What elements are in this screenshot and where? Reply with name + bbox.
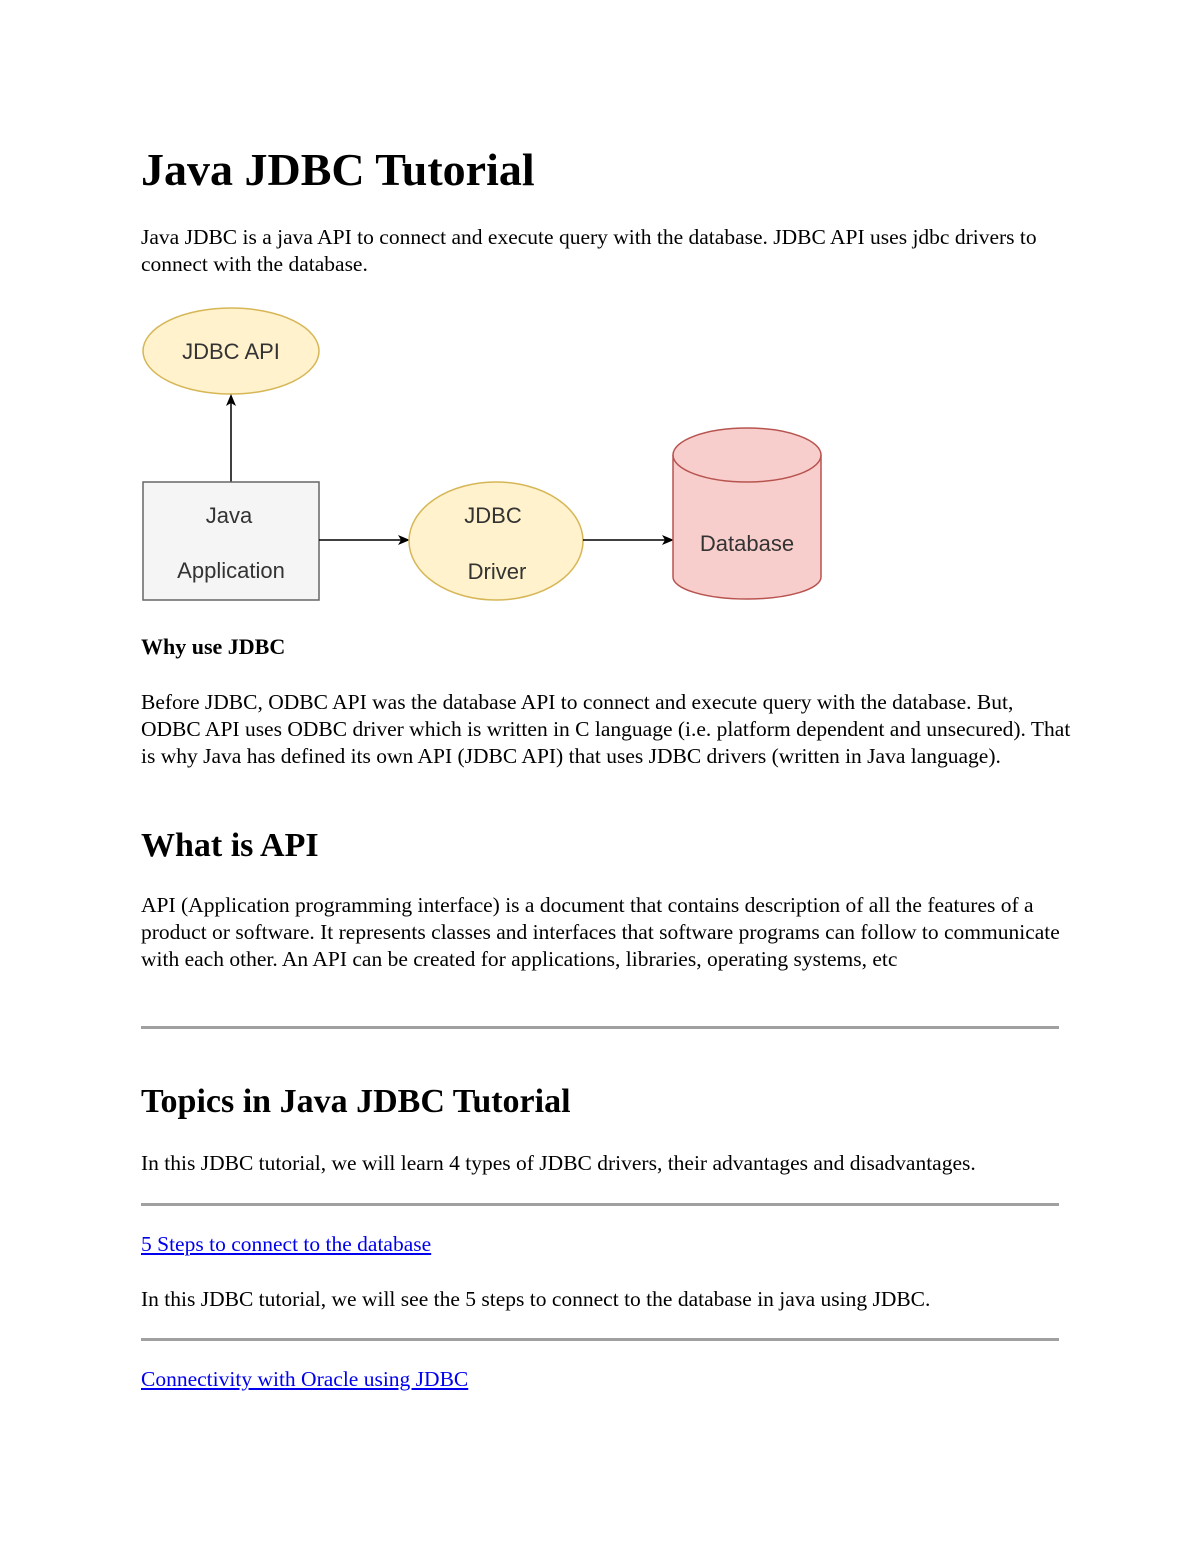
jdbc-architecture-diagram [135, 300, 835, 610]
what-is-api-heading: What is API [141, 827, 319, 864]
topics-heading: Topics in Java JDBC Tutorial [141, 1083, 571, 1120]
steps-link[interactable]: 5 Steps to connect to the database [141, 1232, 432, 1256]
driver-label-line1: JDBC [464, 503, 522, 528]
oracle-connectivity-link[interactable]: Connectivity with Oracle using JDBC [141, 1367, 469, 1391]
why-use-jdbc-heading: Why use JDBC [141, 634, 286, 659]
horizontal-rule [141, 1026, 1059, 1029]
java-app-label-line2: Application [177, 558, 285, 583]
page-title: Java JDBC Tutorial [141, 144, 535, 195]
database-label: Database [699, 531, 795, 556]
driver-label-line2: Driver [467, 559, 527, 584]
horizontal-rule [141, 1203, 1059, 1206]
jdbc-api-node [143, 308, 319, 394]
jdbc-api-label: JDBC API [182, 339, 280, 364]
topics-paragraph: In this JDBC tutorial, we will learn 4 types of JDBC drivers, their advantages and disadvantages. [141, 1151, 976, 1175]
java-application-node [143, 482, 319, 600]
jdbc-driver-node [409, 482, 583, 600]
database-node [673, 428, 821, 599]
steps-paragraph: In this JDBC tutorial, we will see the 5 steps to connect to the database in java using JDBC. [141, 1287, 931, 1311]
horizontal-rule [141, 1338, 1059, 1341]
java-app-label-line1: Java [205, 503, 253, 528]
what-is-api-paragraph: API (Application programming interface) is a document that contains description of all the features of a product or software. It represents classes and interfaces that software programs can follow to communicate with each other. An API can be created for applications, libraries, operating systems, etc [141, 893, 1060, 971]
why-use-jdbc-paragraph: Before JDBC, ODBC API was the database API to connect and execute query with the database. But, ODBC API uses ODBC driver which is written in C language (i.e. platform dependent and unsecured). That is why Java has defined its own API (JDBC API) that uses JDBC drivers (written in Java language). [141, 690, 1071, 768]
intro-paragraph: Java JDBC is a java API to connect and execute query with the database. JDBC API uses jdbc drivers to connect with the database. [141, 225, 1037, 276]
